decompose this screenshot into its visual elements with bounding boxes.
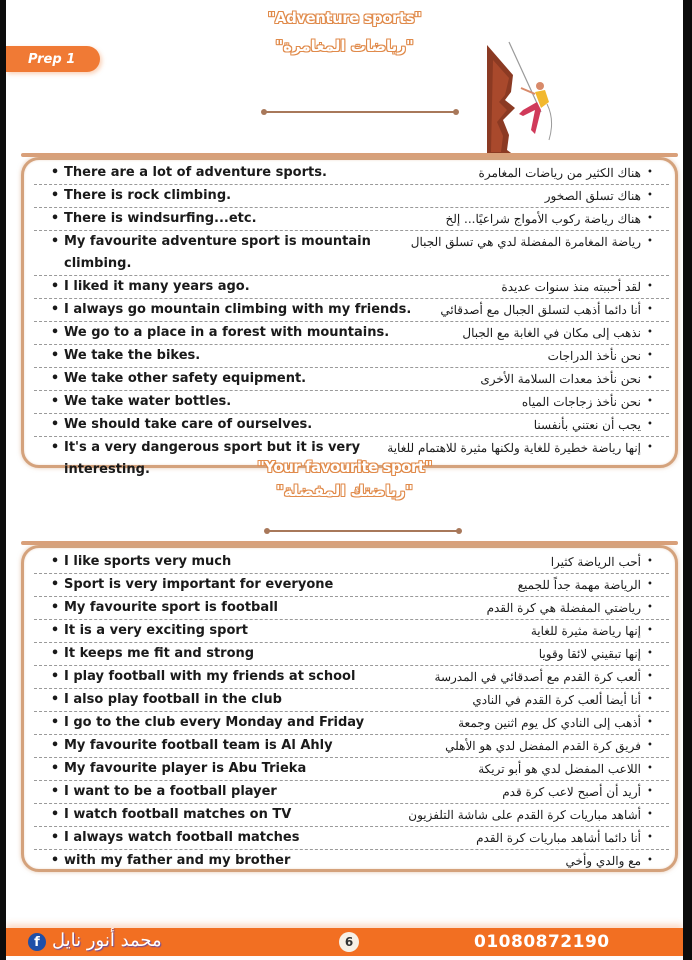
arabic-translation: نذهب إلى مكان في الغابة مع الجبال <box>462 326 641 340</box>
rock-climber-illustration <box>483 40 583 160</box>
english-sentence: We go to a place in a forest with mountains. <box>64 325 390 340</box>
arabic-translation: أذهب إلى النادي كل يوم اثنين وجمعة <box>458 716 641 730</box>
arabic-translation: أنا دائما أشاهد مباريات كرة القدم <box>476 831 641 845</box>
author-name: محمد أنور نايل <box>52 930 162 951</box>
prep-badge: Prep 1 <box>6 46 100 72</box>
list-item: • I always go mountain climbing with my friends. • أنا دائما أذهب لتسلق الجبال مع أصدقائي <box>34 299 669 322</box>
list-item: • It's a very dangerous sport but it is very interesting. • إنها رياضة خطيرة للغاية ولكنها مثيرة للاهتمام للغاية <box>34 437 669 481</box>
arabic-translation: رياضتي المفضلة هي كرة القدم <box>486 601 641 615</box>
arabic-translation: أنا دائما أذهب لتسلق الجبال مع أصدقائي <box>440 303 641 317</box>
english-sentence: It keeps me fit and strong <box>64 646 255 661</box>
section1-title-en: "Adventure sports" <box>267 9 422 27</box>
english-sentence: I also play football in the club <box>64 692 282 707</box>
list-item: • I also play football in the club • أنا أيضا ألعب كرة القدم في النادي <box>34 689 669 712</box>
arabic-translation: أحب الرياضة كثيرا <box>550 555 641 569</box>
list-item: • I want to be a football player • أريد أن أصبح لاعب كرة قدم <box>34 781 669 804</box>
english-sentence: I watch football matches on TV <box>64 807 292 822</box>
list-item: • I liked it many years ago. • لقد أحببته منذ سنوات عديدة <box>34 276 669 299</box>
list-item: • My favourite player is Abu Trieka • اللاعب المفضل لدي هو أبو تريكة <box>34 758 669 781</box>
section1-title-en-wrap <box>6 8 683 27</box>
arabic-translation: أنا أيضا ألعب كرة القدم في النادي <box>472 693 641 707</box>
arabic-translation: أريد أن أصبح لاعب كرة قدم <box>502 785 641 799</box>
arabic-translation: هناك تسلق الصخور <box>544 189 641 203</box>
arabic-translation: فريق كرة القدم المفضل لدي هو الأهلي <box>445 739 641 753</box>
list-item: • There is windsurfing...etc. • هناك رياضة ركوب الأمواج شراعيًا... إلخ <box>34 208 669 231</box>
arabic-translation: نحن نأخذ معدات السلامة الأخرى <box>480 372 641 386</box>
list-item: • I watch football matches on TV • أشاهد مباريات كرة القدم على شاشة التلفزيون <box>34 804 669 827</box>
section1-title-rule <box>264 111 456 113</box>
favourite-sport-list <box>21 545 678 872</box>
english-sentence: My favourite sport is football <box>64 600 279 615</box>
english-sentence: I liked it many years ago. <box>64 279 250 294</box>
english-sentence: I want to be a football player <box>64 784 277 799</box>
list-item: • My favourite football team is Al Ahly • فريق كرة القدم المفضل لدي هو الأهلي <box>34 735 669 758</box>
english-sentence: We take the bikes. <box>64 348 201 363</box>
arabic-translation: هناك الكثير من رياضات المغامرة <box>478 166 641 180</box>
arabic-translation: ألعب كرة القدم مع أصدقائي في المدرسة <box>434 670 641 684</box>
english-sentence: with my father and my brother <box>64 853 291 868</box>
list-item: • It keeps me fit and strong • إنها تبقيني لائقا وقويا <box>34 643 669 666</box>
arabic-translation: لقد أحببته منذ سنوات عديدة <box>501 280 641 294</box>
list-item: • We take the bikes. • نحن نأخذ الدراجات <box>34 345 669 368</box>
english-sentence: I always watch football matches <box>64 830 300 845</box>
arabic-translation: إنها رياضة مثيرة للغاية <box>530 624 641 638</box>
english-sentence: My favourite player is Abu Trieka <box>64 761 307 776</box>
list-item: • We take water bottles. • نحن نأخذ زجاجات المياه <box>34 391 669 414</box>
list-item: • We take other safety equipment. • نحن نأخذ معدات السلامة الأخرى <box>34 368 669 391</box>
arabic-translation: نحن نأخذ زجاجات المياه <box>521 395 641 409</box>
list-item: • Sport is very important for everyone • الرياضة مهمة جداً للجميع <box>34 574 669 597</box>
arabic-translation: رياضة المغامرة المفضلة لدي هي تسلق الجبال <box>410 235 641 249</box>
english-sentence: There is windsurfing...etc. <box>64 211 257 226</box>
list-item: • My favourite sport is football • رياضتي المفضلة هي كرة القدم <box>34 597 669 620</box>
list-item: • I go to the club every Monday and Friday • أذهب إلى النادي كل يوم اثنين وجمعة <box>34 712 669 735</box>
list-item: • There are a lot of adventure sports. • هناك الكثير من رياضات المغامرة <box>34 162 669 185</box>
arabic-translation: هناك رياضة ركوب الأمواج شراعيًا... إلخ <box>445 212 641 226</box>
section2-title-en-wrap <box>6 457 683 476</box>
section2-title-rule <box>267 530 459 532</box>
facebook-icon[interactable]: f <box>28 933 46 951</box>
section2-title-ar: "رياضتك المفضلة" <box>276 482 413 500</box>
english-sentence: My favourite football team is Al Ahly <box>64 738 333 753</box>
phone-number: 01080872190 <box>474 932 610 952</box>
arabic-translation: أشاهد مباريات كرة القدم على شاشة التلفزيون <box>408 808 641 822</box>
arabic-translation: مع والدي وأخي <box>565 854 641 868</box>
english-sentence: Sport is very important for everyone <box>64 577 334 592</box>
english-sentence: I like sports very much <box>64 554 232 569</box>
list-item: • It is a very exciting sport • إنها رياضة مثيرة للغاية <box>34 620 669 643</box>
list-item: • I like sports very much • أحب الرياضة كثيرا <box>34 551 669 574</box>
english-sentence: There is rock climbing. <box>64 188 232 203</box>
english-sentence: I play football with my friends at school <box>64 669 356 684</box>
footer-bar <box>6 928 683 956</box>
section2-title-en: "Your favourite sport" <box>257 458 432 476</box>
english-sentence: There are a lot of adventure sports. <box>64 165 327 180</box>
section2-title-ar-wrap <box>6 481 683 500</box>
list-item: • We should take care of ourselves. • يجب أن نعتني بأنفسنا <box>34 414 669 437</box>
english-sentence: I always go mountain climbing with my friends. <box>64 302 412 317</box>
english-sentence: We take water bottles. <box>64 394 232 409</box>
list-item: • My favourite adventure sport is mountain climbing. • رياضة المغامرة المفضلة لدي هي تسلق الجبال <box>34 231 669 276</box>
arabic-translation: إنها رياضة خطيرة للغاية ولكنها مثيرة للاهتمام للغاية <box>387 441 641 455</box>
worksheet-page <box>6 0 683 960</box>
list-item: • There is rock climbing. • هناك تسلق الصخور <box>34 185 669 208</box>
english-sentence: It is a very exciting sport <box>64 623 249 638</box>
arabic-translation: إنها تبقيني لائقا وقويا <box>538 647 641 661</box>
arabic-translation: يجب أن نعتني بأنفسنا <box>533 418 641 432</box>
list-item: • I always watch football matches • أنا دائما أشاهد مباريات كرة القدم <box>34 827 669 850</box>
arabic-translation: الرياضة مهمة جداً للجميع <box>517 578 641 592</box>
page-number: 6 <box>339 932 359 952</box>
list-item: • I play football with my friends at school • ألعب كرة القدم مع أصدقائي في المدرسة <box>34 666 669 689</box>
arabic-translation: اللاعب المفضل لدي هو أبو تريكة <box>478 762 641 776</box>
adventure-sports-list <box>21 157 678 477</box>
english-sentence: My favourite adventure sport is mountain climbing. <box>64 234 371 271</box>
english-sentence: It's a very dangerous sport but it is very interesting. <box>64 440 361 477</box>
english-sentence: We take other safety equipment. <box>64 371 307 386</box>
section1-title-ar: "رياضات المغامرة" <box>275 37 414 55</box>
list-item: • with my father and my brother • مع والدي وأخي <box>34 850 669 872</box>
list-item: • We go to a place in a forest with mountains. • نذهب إلى مكان في الغابة مع الجبال <box>34 322 669 345</box>
english-sentence: I go to the club every Monday and Friday <box>64 715 365 730</box>
arabic-translation: نحن نأخذ الدراجات <box>547 349 641 363</box>
english-sentence: We should take care of ourselves. <box>64 417 313 432</box>
